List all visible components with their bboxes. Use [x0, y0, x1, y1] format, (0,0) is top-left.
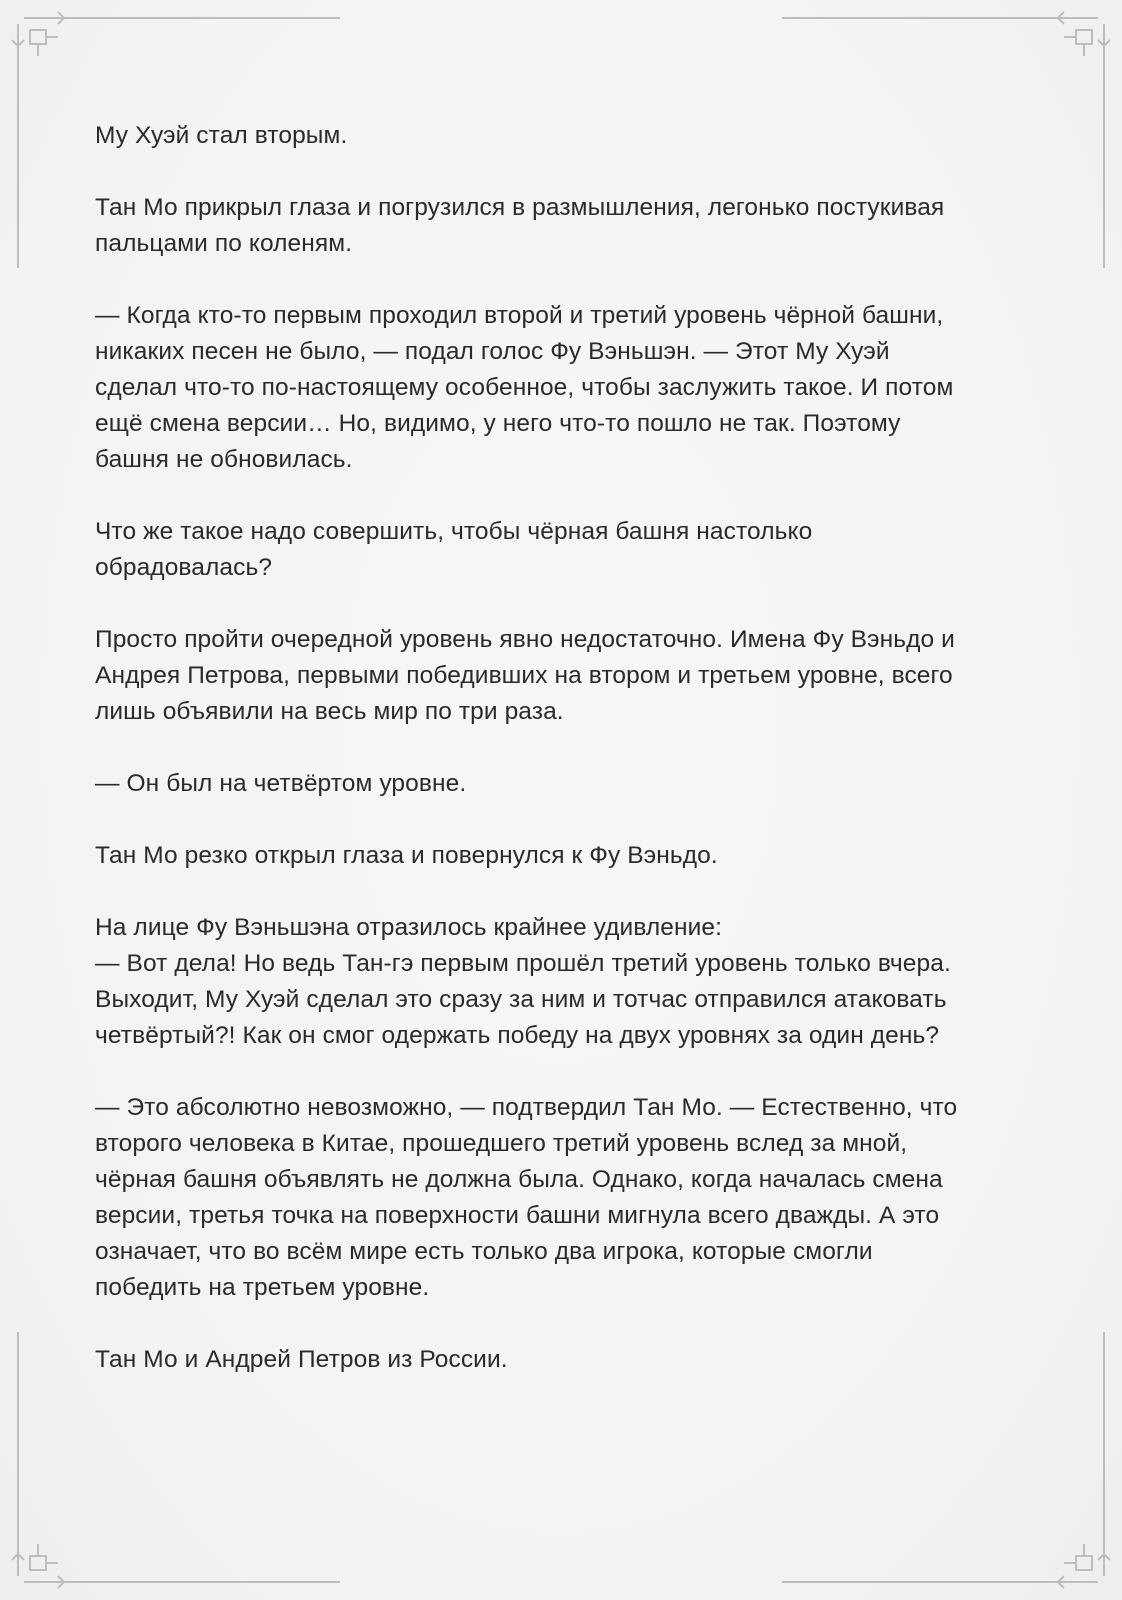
document-body: [95, 118, 1030, 1414]
paragraph: — Это абсолютно невозможно, — подтвердил Тан Мо. — Естественно, что второго человека в Китае, прошедшего третий уровень вслед за мной, чёрная башня объявлять не должна была. Однако, когда началась смена версии, третья точка на поверхности башни мигнула всего дважды. А это означает, что во всём мире есть только два игрока, которые смогли победить на третьем уровне.: [95, 1094, 958, 1301]
paragraph: Что же такое надо совершить, чтобы чёрная башня настолько обрадовалась?: [95, 518, 813, 581]
paragraph: — Он был на четвёртом уровне.: [95, 770, 467, 797]
paragraph: — Когда кто-то первым проходил второй и третий уровень чёрной башни, никаких песен не было, — подал голос Фу Вэньшэн. — Этот Му Хуэй сделал что-то по-настоящему особенное, чтобы заслужить такое. И потом ещё смена версии… Но, видимо, у него что-то пошло не так. Поэтому башня не обновилась.: [95, 302, 954, 473]
paragraph: Тан Мо прикрыл глаза и погрузился в размышления, легонько постукивая пальцами по коленям.: [95, 194, 945, 257]
paragraph: Тан Мо резко открыл глаза и повернулся к Фу Вэньдо.: [95, 842, 718, 869]
paragraph: На лице Фу Вэньшэна отразилось крайнее удивление: — Вот дела! Но ведь Тан-гэ первым прошёл третий уровень только вчера. Выходит, Му Хуэй сделал это сразу за ним и тотчас отправился атаковать четвёртый?! Как он смог одержать победу на двух уровнях за один день?: [95, 914, 951, 1049]
paragraph: Просто пройти очередной уровень явно недостаточно. Имена Фу Вэньдо и Андрея Петрова, первыми победивших на втором и третьем уровне, всего лишь объявили на весь мир по три раза.: [95, 626, 955, 725]
paragraph: Му Хуэй стал вторым.: [95, 122, 348, 149]
paragraph: Тан Мо и Андрей Петров из России.: [95, 1346, 508, 1373]
